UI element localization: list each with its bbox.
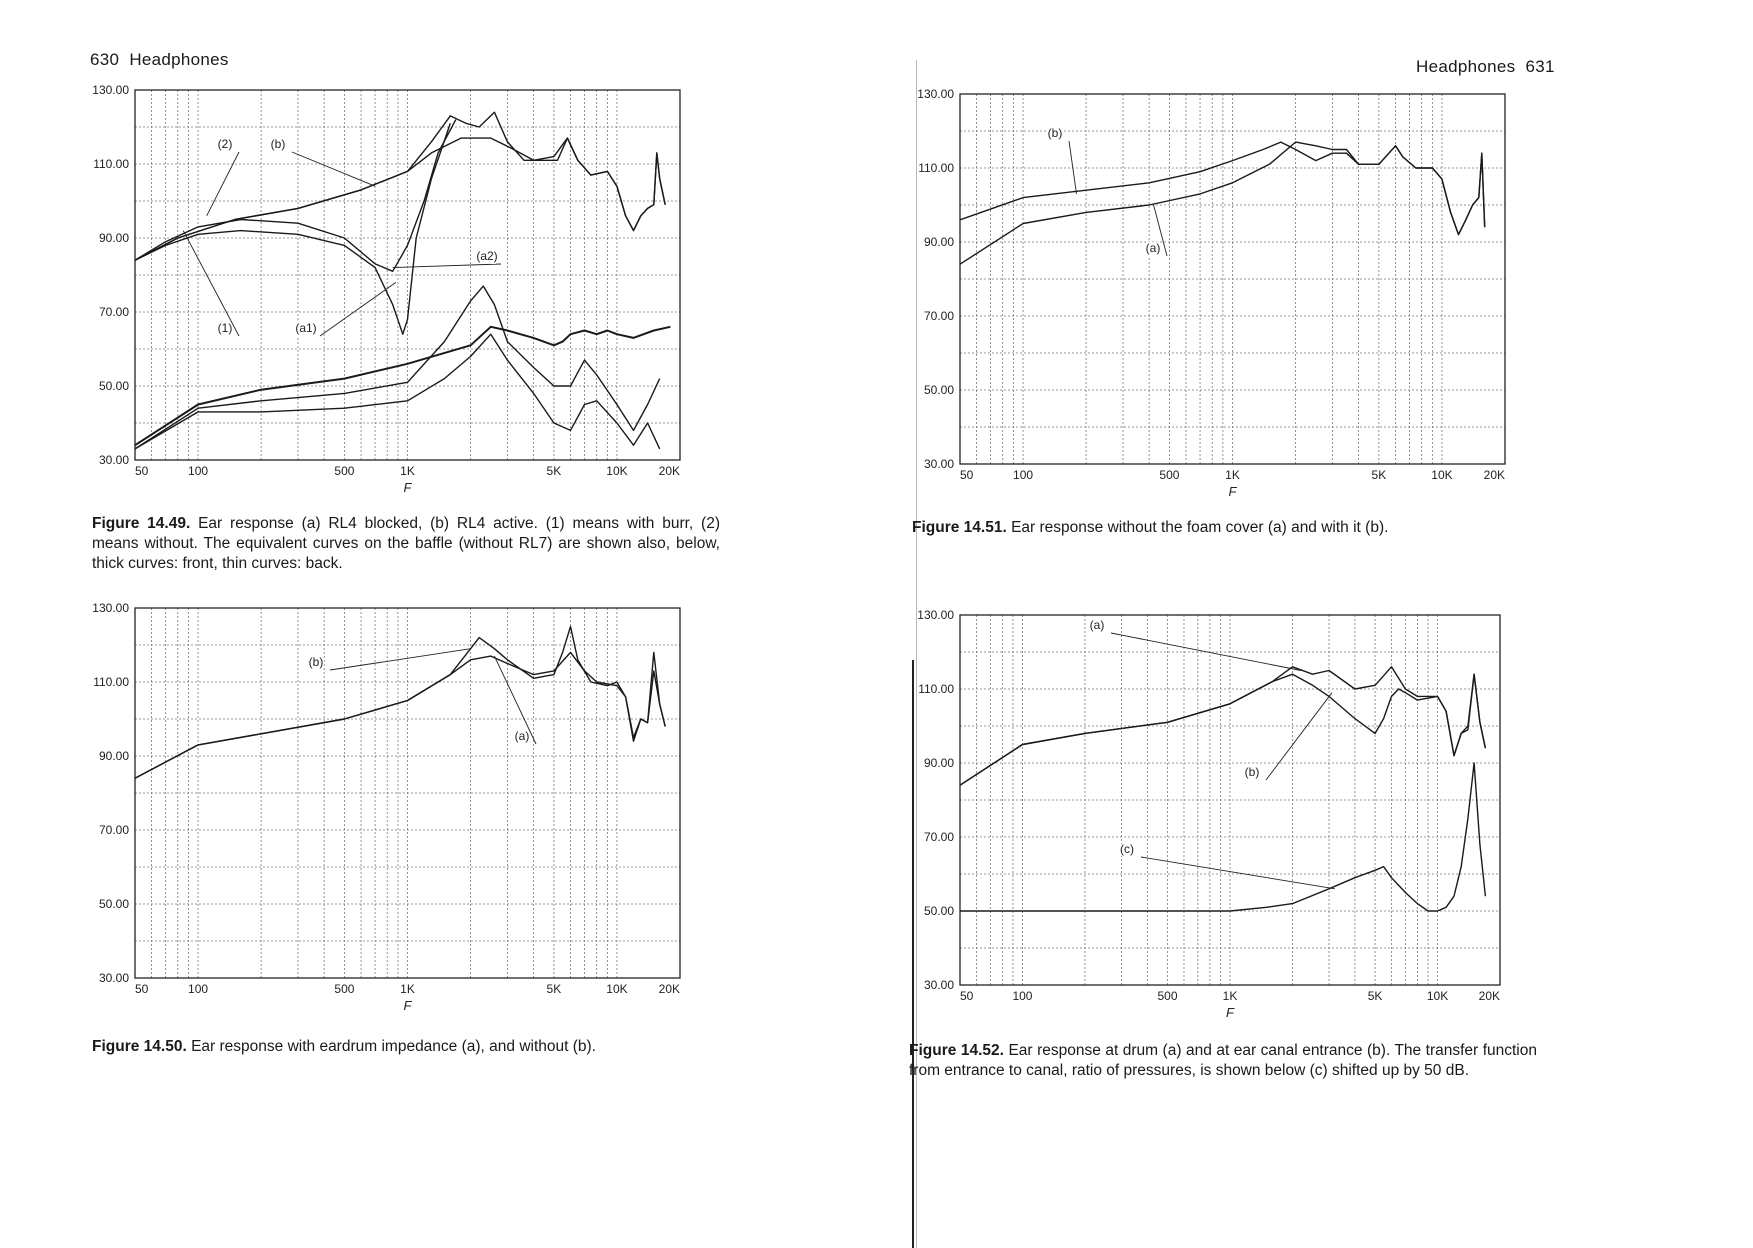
annotation-label: (2): [217, 137, 233, 151]
y-tick-label: 110.00: [93, 675, 129, 689]
left-page-header: [90, 50, 229, 70]
y-tick-label: 70.00: [923, 309, 954, 323]
series-line: [135, 286, 660, 449]
y-tick-label: 90.00: [98, 749, 129, 763]
figure-14-49-chart: [80, 80, 690, 500]
x-tick-label: 20K: [658, 464, 680, 478]
annotation-label: (a): [514, 729, 530, 743]
figure-14-51-caption: [912, 518, 1540, 538]
y-tick-label: 70.00: [923, 830, 954, 844]
x-tick-label: 5K: [546, 464, 562, 478]
y-tick-label: 130.00: [917, 608, 954, 622]
x-tick-label: 500: [334, 982, 355, 996]
y-tick-label: 70.00: [98, 823, 129, 837]
left-running-title: Headphones: [129, 50, 229, 69]
x-tick-label: 1K: [1225, 468, 1240, 482]
x-tick-label: 500: [334, 464, 355, 478]
series-line: [135, 123, 450, 334]
annotation-label: (a): [1145, 241, 1161, 255]
x-tick-label: 100: [1013, 468, 1034, 482]
caption-label: Figure 14.51.: [912, 519, 1007, 536]
series-line: [135, 334, 660, 449]
series-line: [135, 138, 665, 260]
y-tick-label: 90.00: [923, 756, 954, 770]
caption-text: Ear response at drum (a) and at ear canal entrance (b). The transfer function from entrance to canal, ratio of pressures, is shown below (c) shifted up by 50 dB.: [909, 1042, 1537, 1079]
annotation-leader: [1069, 141, 1077, 194]
annotation-label: (a1): [295, 321, 317, 335]
y-tick-label: 30.00: [98, 453, 129, 467]
y-tick-label: 50.00: [923, 383, 954, 397]
annotation-label: (a): [1089, 618, 1105, 632]
x-tick-label: 5K: [546, 982, 562, 996]
annotation-label: (a2): [476, 249, 498, 263]
figure-14-49-caption: [92, 514, 720, 574]
x-tick-label: 500: [1157, 989, 1178, 1003]
y-tick-label: 130.00: [92, 83, 129, 97]
figure-14-50-caption: [92, 1037, 720, 1057]
annotation-leader: [1266, 693, 1332, 780]
y-tick-label: 70.00: [98, 305, 129, 319]
y-tick-label: 130.00: [92, 601, 129, 615]
x-tick-label: 100: [188, 982, 209, 996]
series-line: [960, 142, 1485, 264]
y-tick-label: 130.00: [917, 87, 954, 101]
annotation-label: (c): [1120, 842, 1134, 856]
annotation-leader: [207, 152, 239, 216]
y-tick-label: 50.00: [98, 379, 129, 393]
x-tick-label: 10K: [1426, 989, 1449, 1003]
figure-14-51-chart: [905, 80, 1515, 505]
x-tick-label: 100: [188, 464, 209, 478]
x-axis-label: F: [403, 998, 412, 1013]
x-axis-label: F: [1228, 484, 1237, 499]
x-tick-label: 50: [135, 982, 149, 996]
x-tick-label: 500: [1159, 468, 1180, 482]
annotation-leader: [292, 152, 375, 186]
annotation-leader: [330, 649, 471, 670]
right-page-number: 631: [1525, 57, 1555, 76]
x-tick-label: 20K: [1478, 989, 1500, 1003]
annotation-leader: [1141, 857, 1335, 889]
x-tick-label: 50: [960, 468, 974, 482]
annotation-leader: [393, 264, 501, 268]
x-tick-label: 1K: [400, 464, 415, 478]
series-line: [960, 667, 1485, 785]
left-page-number: 630: [90, 50, 120, 69]
series-line: [135, 627, 665, 779]
annotation-label: (b): [308, 655, 324, 669]
x-tick-label: 10K: [1431, 468, 1453, 482]
x-tick-label: 20K: [658, 982, 680, 996]
caption-label: Figure 14.50.: [92, 1038, 187, 1055]
x-tick-label: 5K: [1367, 989, 1383, 1003]
caption-text: Ear response with eardrum impedance (a), and without (b).: [191, 1038, 596, 1055]
right-running-title: Headphones: [1416, 57, 1516, 76]
y-tick-label: 110.00: [93, 157, 129, 171]
x-tick-label: 10K: [606, 464, 628, 478]
x-tick-label: 100: [1012, 989, 1033, 1003]
caption-label: Figure 14.52.: [909, 1042, 1004, 1059]
caption-text: Ear response (a) RL4 blocked, (b) RL4 active. (1) means with burr, (2) means without. The equivalent curves on the baffle (without RL7) are shown also, below, thick curves: front, thin curves: back.: [92, 515, 720, 572]
caption-text: Ear response without the foam cover (a) and with it (b).: [1011, 519, 1389, 536]
y-tick-label: 30.00: [923, 457, 954, 471]
figure-14-52-caption: [909, 1041, 1537, 1081]
right-page-header: [1416, 57, 1555, 77]
y-tick-label: 110.00: [918, 161, 954, 175]
annotation-leader: [320, 282, 396, 336]
x-axis-label: F: [403, 480, 412, 495]
series-line: [960, 763, 1485, 911]
caption-label: Figure 14.49.: [92, 515, 191, 532]
y-tick-label: 30.00: [98, 971, 129, 985]
figure-14-52-chart: [905, 603, 1515, 1023]
y-tick-label: 90.00: [923, 235, 954, 249]
y-tick-label: 110.00: [918, 682, 954, 696]
annotation-label: (1): [217, 321, 233, 335]
x-tick-label: 50: [960, 989, 974, 1003]
figure-14-50-chart: [80, 600, 690, 1020]
x-tick-label: 10K: [606, 982, 628, 996]
annotation-label: (b): [1244, 765, 1260, 779]
annotation-label: (b): [1047, 126, 1063, 140]
series-line: [960, 674, 1485, 785]
series-line: [135, 652, 665, 778]
x-tick-label: 20K: [1483, 468, 1505, 482]
y-tick-label: 50.00: [98, 897, 129, 911]
x-tick-label: 50: [135, 464, 149, 478]
x-tick-label: 1K: [1222, 989, 1238, 1003]
x-tick-label: 1K: [400, 982, 415, 996]
y-tick-label: 50.00: [923, 904, 954, 918]
x-tick-label: 5K: [1371, 468, 1387, 482]
y-tick-label: 30.00: [923, 978, 954, 992]
annotation-label: (b): [270, 137, 286, 151]
x-axis-label: F: [1226, 1005, 1234, 1020]
y-tick-label: 90.00: [98, 231, 129, 245]
